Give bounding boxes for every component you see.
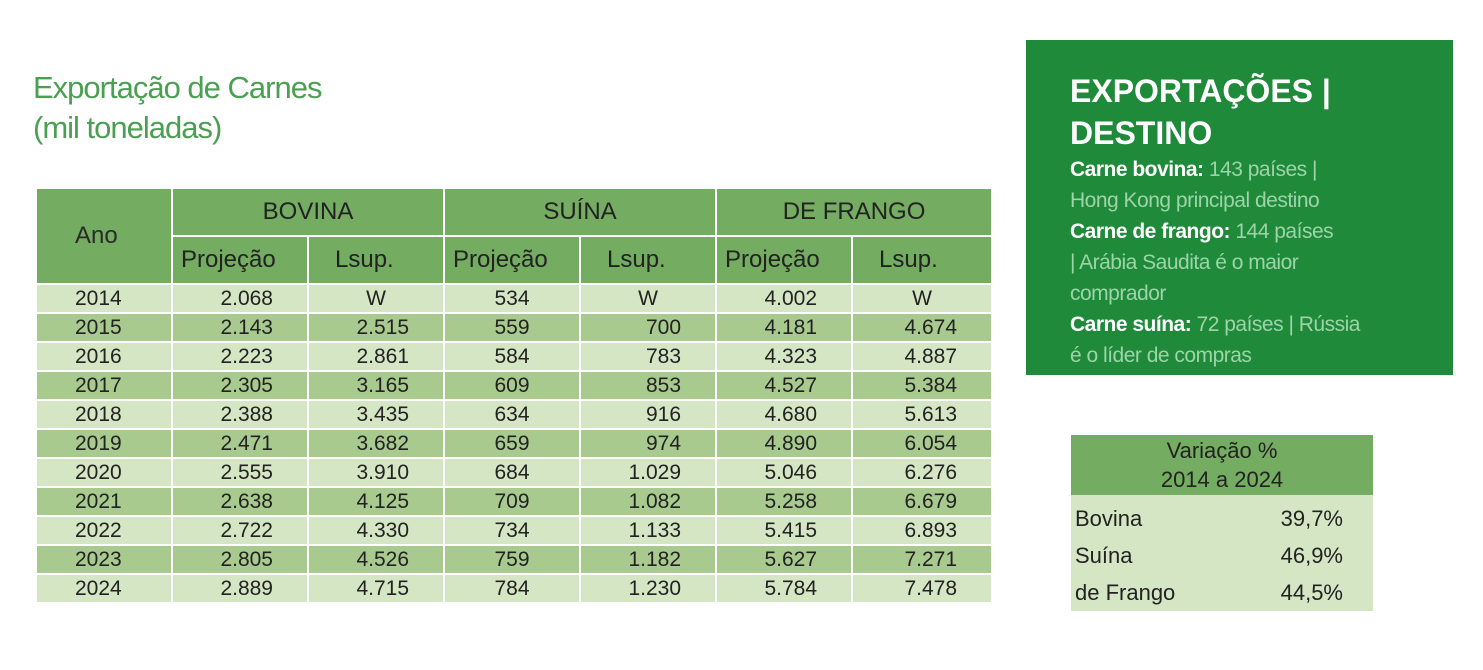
frango-projecao-cell: 4.527	[716, 371, 852, 400]
suina-projecao-cell: 759	[444, 545, 580, 574]
bovina-lsup-cell: 4.715	[308, 574, 444, 603]
frango-lsup-cell: 5.384	[852, 371, 992, 400]
header-group-bovina: BOVINA	[172, 188, 444, 236]
frango-lsup-cell: 7.478	[852, 574, 992, 603]
table-row	[36, 487, 992, 516]
variacao-label: de Frango	[1071, 574, 1231, 611]
year-cell: 2024	[36, 574, 172, 603]
bovina-lsup-cell: 4.330	[308, 516, 444, 545]
frango-text: 144 países	[1235, 220, 1334, 243]
variacao-header-line-1: Variação %	[1166, 438, 1278, 463]
destino-title-line-1: EXPORTAÇÕES |	[1070, 73, 1331, 109]
year-cell: 2015	[36, 313, 172, 342]
year-cell: 2017	[36, 371, 172, 400]
bovina-projecao-cell: 2.068	[172, 284, 308, 313]
bovina-projecao-cell: 2.805	[172, 545, 308, 574]
year-cell: 2019	[36, 429, 172, 458]
table-row	[36, 313, 992, 342]
suina-text-cont: é o líder de compras	[1070, 344, 1252, 367]
frango-text-cont: | Arábia Saudita é o maior	[1070, 251, 1299, 274]
frango-projecao-cell: 5.627	[716, 545, 852, 574]
suina-projecao-cell: 709	[444, 487, 580, 516]
bovina-lsup-cell: W	[308, 284, 444, 313]
table-row	[36, 458, 992, 487]
frango-label: Carne de frango:	[1070, 220, 1231, 243]
year-cell: 2020	[36, 458, 172, 487]
suina-projecao-cell: 559	[444, 313, 580, 342]
exports-table	[35, 187, 993, 604]
frango-projecao-cell: 4.323	[716, 342, 852, 371]
suina-projecao-cell: 584	[444, 342, 580, 371]
variacao-value: 44,5%	[1231, 574, 1373, 611]
frango-projecao-cell: 4.181	[716, 313, 852, 342]
suina-text: 72 países | Rússia	[1196, 313, 1360, 336]
table-row	[36, 545, 992, 574]
suina-projecao-cell: 784	[444, 574, 580, 603]
variacao-row	[1071, 495, 1373, 537]
suina-projecao-cell: 534	[444, 284, 580, 313]
suina-lsup-cell: 1.230	[580, 574, 716, 603]
bovina-lsup-cell: 3.435	[308, 400, 444, 429]
title-line-1: Exportação de Carnes	[33, 70, 322, 105]
variacao-row	[1071, 574, 1373, 611]
suina-lsup-cell: 1.182	[580, 545, 716, 574]
variacao-value: 46,9%	[1231, 537, 1373, 574]
variacao-label: Suína	[1071, 537, 1231, 574]
subheader-lsup: Lsup.	[308, 236, 444, 284]
bovina-lsup-cell: 4.125	[308, 487, 444, 516]
header-ano: Ano	[36, 188, 172, 284]
subheader-lsup: Lsup.	[852, 236, 992, 284]
header-group-frango: DE FRANGO	[716, 188, 992, 236]
suina-lsup-cell: 700	[580, 313, 716, 342]
year-cell: 2018	[36, 400, 172, 429]
title-line-2: (mil toneladas)	[33, 110, 222, 145]
year-cell: 2014	[36, 284, 172, 313]
destino-box	[1026, 40, 1453, 375]
frango-projecao-cell: 5.784	[716, 574, 852, 603]
destino-bovina	[1070, 154, 1433, 185]
bovina-projecao-cell: 2.305	[172, 371, 308, 400]
subheader-projecao: Projeção	[716, 236, 852, 284]
variacao-label: Bovina	[1071, 495, 1231, 537]
suina-lsup-cell: 853	[580, 371, 716, 400]
bovina-projecao-cell: 2.638	[172, 487, 308, 516]
suina-lsup-cell: 1.133	[580, 516, 716, 545]
year-cell: 2022	[36, 516, 172, 545]
subheader-projecao: Projeção	[444, 236, 580, 284]
bovina-projecao-cell: 2.555	[172, 458, 308, 487]
frango-lsup-cell: 6.679	[852, 487, 992, 516]
bovina-lsup-cell: 2.861	[308, 342, 444, 371]
bovina-projecao-cell: 2.223	[172, 342, 308, 371]
destino-title-line-2: DESTINO	[1070, 115, 1213, 151]
header-group-suina: SUÍNA	[444, 188, 716, 236]
bovina-projecao-cell: 2.889	[172, 574, 308, 603]
bovina-lsup-cell: 3.165	[308, 371, 444, 400]
table-row	[36, 400, 992, 429]
suina-lsup-cell: 783	[580, 342, 716, 371]
bovina-text-cont: Hong Kong principal destino	[1070, 189, 1320, 212]
table-row	[36, 516, 992, 545]
table-body	[36, 284, 992, 603]
frango-projecao-cell: 4.680	[716, 400, 852, 429]
bovina-lsup-cell: 2.515	[308, 313, 444, 342]
subheader-lsup: Lsup.	[580, 236, 716, 284]
suina-projecao-cell: 684	[444, 458, 580, 487]
frango-projecao-cell: 5.046	[716, 458, 852, 487]
frango-lsup-cell: 4.674	[852, 313, 992, 342]
table-row	[36, 429, 992, 458]
suina-projecao-cell: 609	[444, 371, 580, 400]
suina-projecao-cell: 634	[444, 400, 580, 429]
frango-projecao-cell: 5.258	[716, 487, 852, 516]
bovina-projecao-cell: 2.722	[172, 516, 308, 545]
table-row	[36, 284, 992, 313]
frango-projecao-cell: 4.002	[716, 284, 852, 313]
suina-lsup-cell: 916	[580, 400, 716, 429]
page-title	[33, 68, 321, 148]
destino-suina	[1070, 309, 1433, 340]
bovina-projecao-cell: 2.388	[172, 400, 308, 429]
suina-lsup-cell: 1.029	[580, 458, 716, 487]
variacao-table	[1071, 435, 1373, 611]
frango-lsup-cell: W	[852, 284, 992, 313]
table-row	[36, 342, 992, 371]
frango-projecao-cell: 4.890	[716, 429, 852, 458]
frango-lsup-cell: 6.893	[852, 516, 992, 545]
table-row	[36, 371, 992, 400]
year-cell: 2016	[36, 342, 172, 371]
destino-title	[1070, 70, 1433, 154]
bovina-lsup-cell: 3.910	[308, 458, 444, 487]
frango-lsup-cell: 6.276	[852, 458, 992, 487]
bovina-projecao-cell: 2.471	[172, 429, 308, 458]
bovina-projecao-cell: 2.143	[172, 313, 308, 342]
frango-lsup-cell: 6.054	[852, 429, 992, 458]
suina-label: Carne suína:	[1070, 313, 1192, 336]
bovina-lsup-cell: 3.682	[308, 429, 444, 458]
suina-lsup-cell: W	[580, 284, 716, 313]
suina-projecao-cell: 734	[444, 516, 580, 545]
suina-lsup-cell: 974	[580, 429, 716, 458]
destino-frango	[1070, 216, 1433, 247]
variacao-header	[1071, 435, 1373, 495]
year-cell: 2021	[36, 487, 172, 516]
bovina-label: Carne bovina:	[1070, 158, 1204, 181]
frango-lsup-cell: 4.887	[852, 342, 992, 371]
frango-text-cont-2: comprador	[1070, 282, 1166, 305]
subheader-projecao: Projeção	[172, 236, 308, 284]
bovina-lsup-cell: 4.526	[308, 545, 444, 574]
bovina-text: 143 países |	[1208, 158, 1317, 181]
variacao-value: 39,7%	[1231, 495, 1373, 537]
frango-lsup-cell: 5.613	[852, 400, 992, 429]
variacao-header-line-2: 2014 a 2024	[1160, 467, 1284, 492]
variacao-row	[1071, 537, 1373, 574]
suina-lsup-cell: 1.082	[580, 487, 716, 516]
table-row	[36, 574, 992, 603]
year-cell: 2023	[36, 545, 172, 574]
suina-projecao-cell: 659	[444, 429, 580, 458]
frango-projecao-cell: 5.415	[716, 516, 852, 545]
frango-lsup-cell: 7.271	[852, 545, 992, 574]
